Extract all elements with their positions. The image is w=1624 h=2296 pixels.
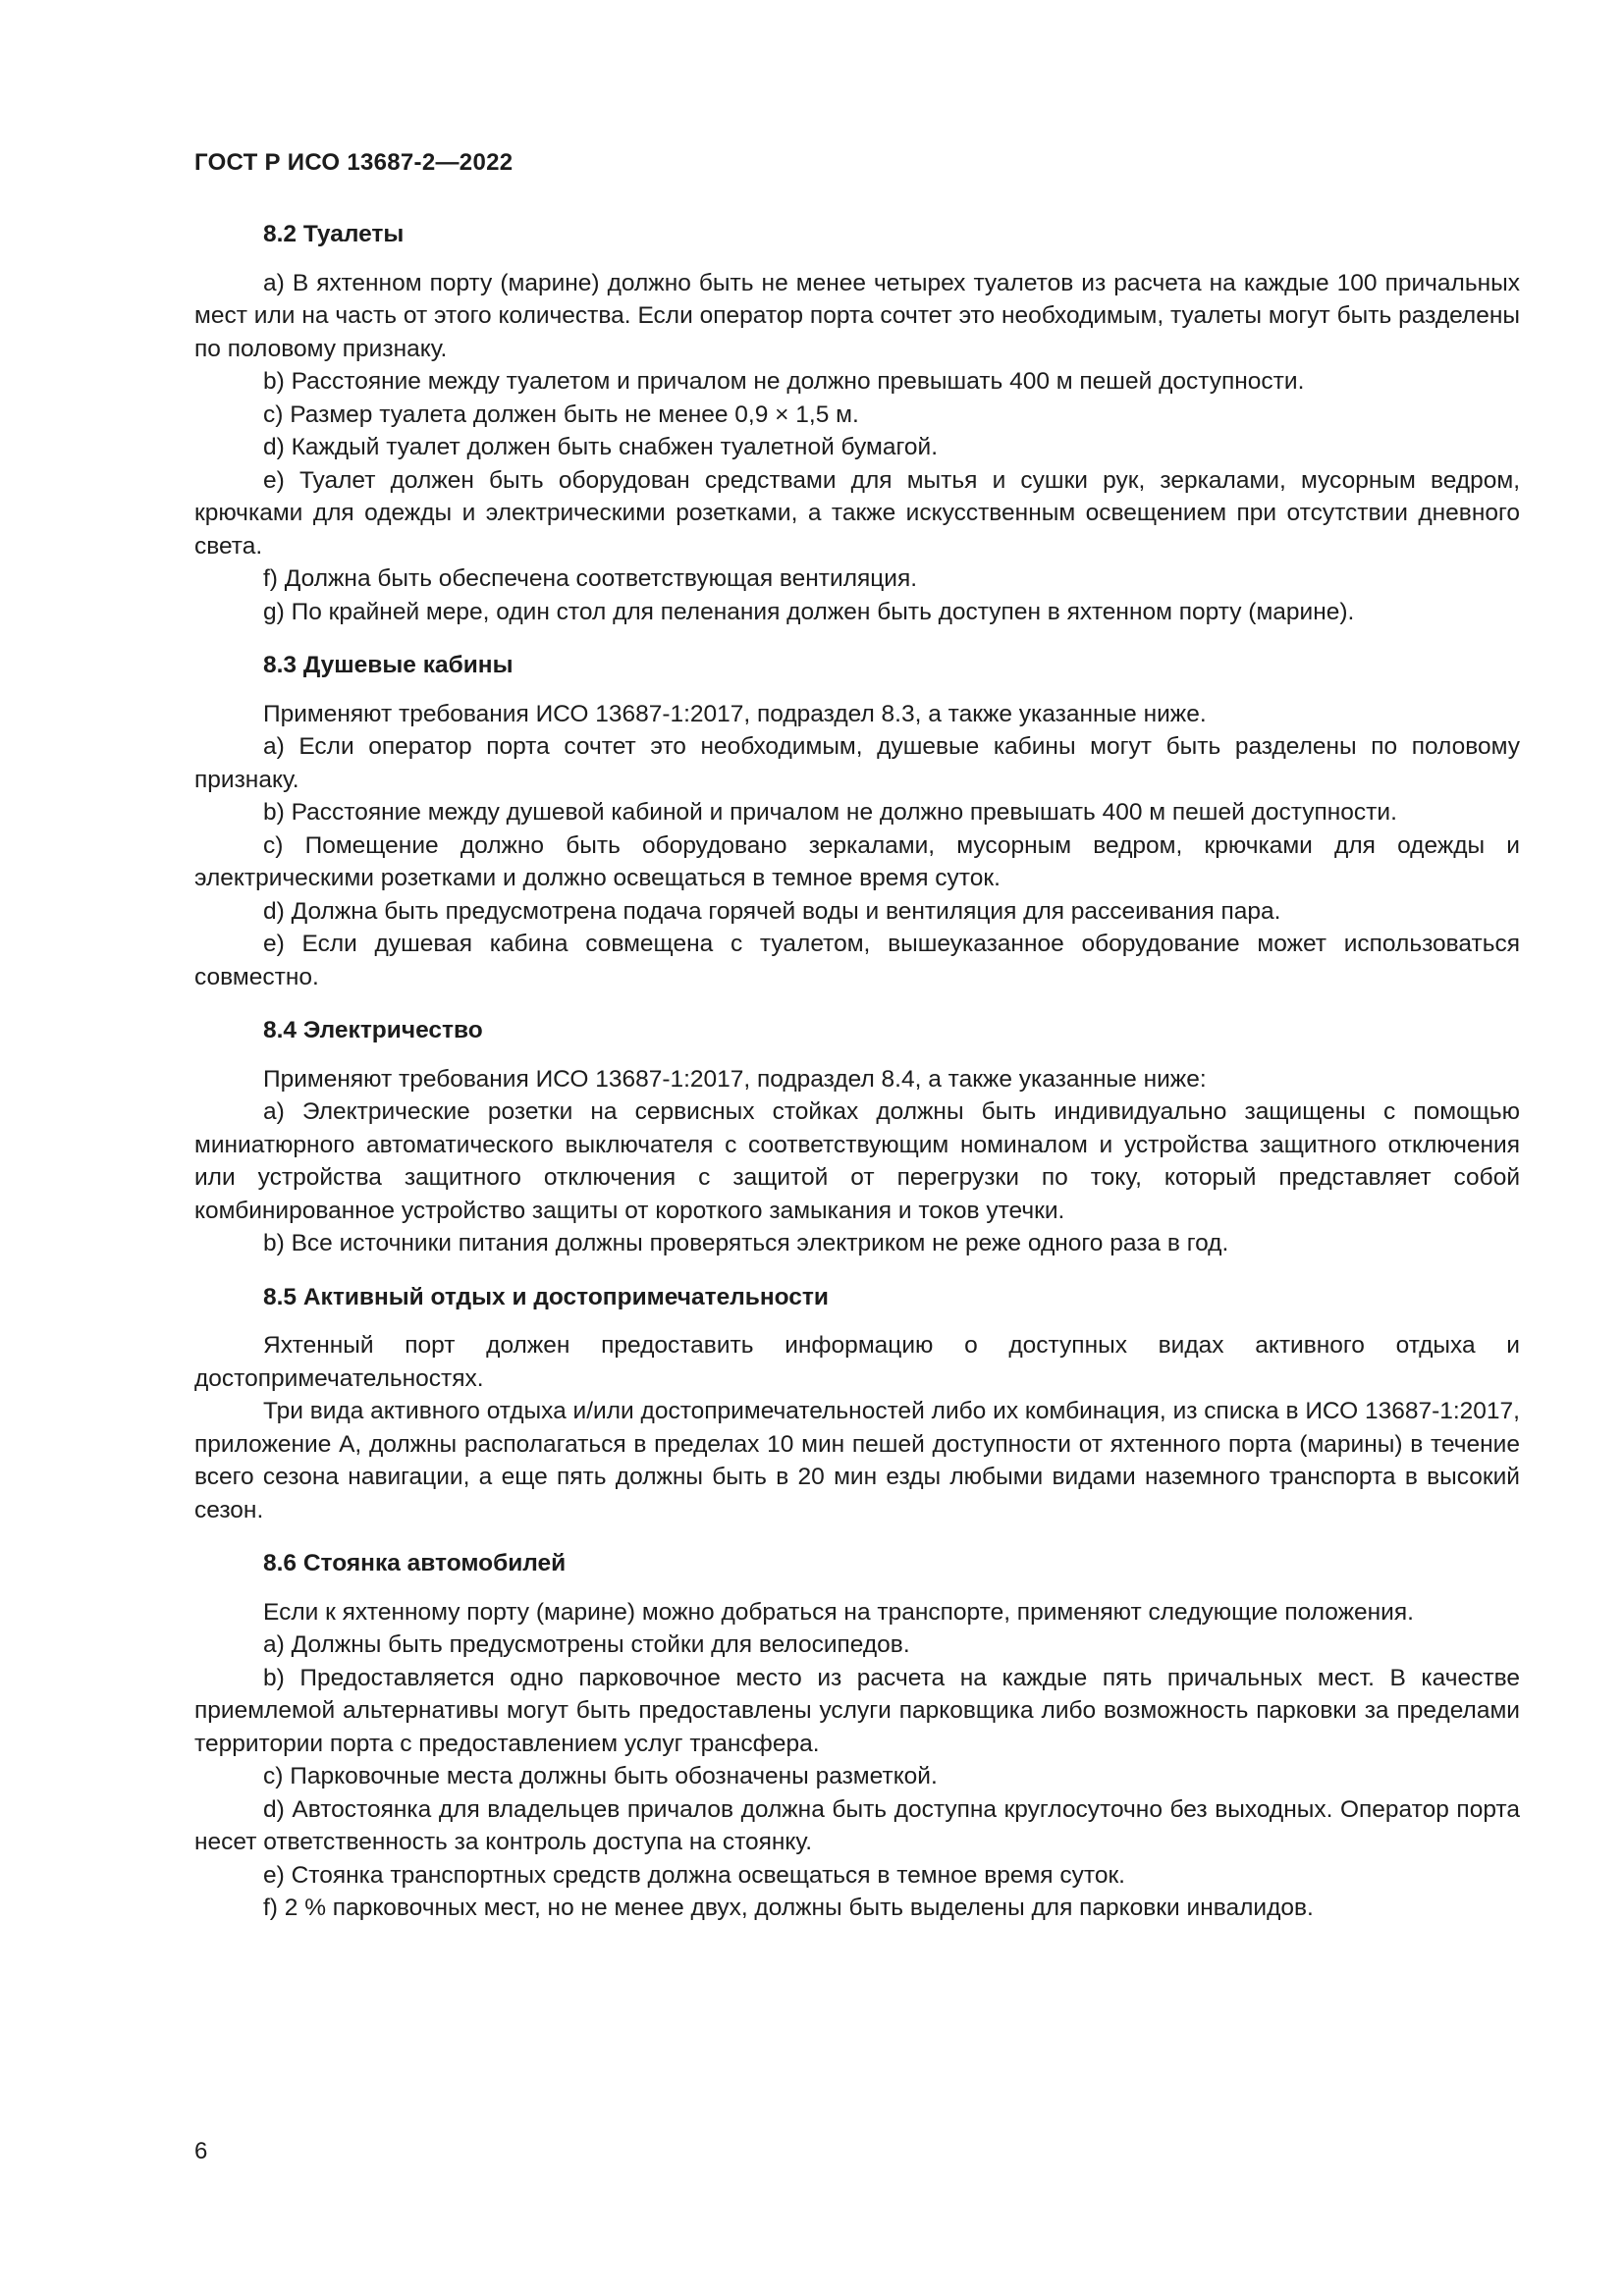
paragraph: Применяют требования ИСО 13687-1:2017, подраздел 8.3, а также указанные ниже. [263,700,1207,727]
paragraph: f) Должна быть обеспечена соответствующая вентиляция. [263,565,918,592]
paragraph: b) Все источники питания должны проверяться электриком не реже одного раза в год. [263,1230,1229,1256]
paragraph: Применяют требования ИСО 13687-1:2017, подраздел 8.4, а также указанные ниже: [263,1065,1207,1093]
paragraph: a) Должны быть предусмотрены стойки для велосипедов. [263,1631,910,1658]
paragraph: Яхтенный порт должен предоставить информацию о доступных видах активного отдыха и достопримечательностях. [194,1332,1520,1392]
paragraph: Если к яхтенному порту (марине) можно добраться на транспорте, применяют следующие положения. [263,1598,1414,1626]
document-header: ГОСТ Р ИСО 13687-2—2022 [194,149,514,176]
paragraph: d) Должна быть предусмотрена подача горячей воды и вентиляция для рассеивания пара. [263,897,1281,925]
paragraph: a) Если оператор порта сочтет это необходимым, душевые кабины могут быть разделены по половому признаку. [194,733,1520,793]
paragraph: c) Парковочные места должны быть обозначены разметкой. [263,1763,938,1789]
paragraph: b) Расстояние между туалетом и причалом не должно превышать 400 м пешей доступности. [263,368,1305,395]
paragraph: e) Туалет должен быть оборудован средствами для мытья и сушки рук, зеркалами, мусорным ведром, крючками для одежды и электрическими розетками, а также искусственным освещением при отсутствии дневного света. [194,466,1520,560]
paragraph: c) Помещение должно быть оборудовано зеркалами, мусорным ведром, крючками для одежды и электрическими розетками и должно освещаться в темное время суток. [194,831,1520,891]
document-body [194,218,1520,1946]
paragraph: d) Каждый туалет должен быть снабжен туалетной бумагой. [263,434,939,460]
section-heading: 8.4 Электричество [263,1017,483,1043]
paragraph: a) Электрические розетки на сервисных стойках должны быть индивидуально защищены с помощью миниатюрного автоматического выключателя с соответствующим номиналом и устройства защитного отключения или устройства защитного отключения с защитой от перегрузки по току, который представляет собой комбинированное устройство защиты от короткого замыкания и токов утечки. [194,1098,1520,1224]
paragraph: b) Расстояние между душевой кабиной и причалом не должно превышать 400 м пешей доступности. [263,799,1397,826]
section-8-5 [194,1281,1520,1527]
paragraph: b) Предоставляется одно парковочное место из расчета на каждые пять причальных мест. В качестве приемлемой альтернативы могут быть предоставлены услуги парковщика либо возможность парковки за пределами территории порта с предоставлением услуг трансфера. [194,1664,1520,1757]
section-8-2 [194,218,1520,628]
section-heading: 8.3 Душевые кабины [263,652,514,678]
paragraph: e) Если душевая кабина совмещена с туалетом, вышеуказанное оборудование может использоваться совместно. [194,931,1520,990]
paragraph: c) Размер туалета должен быть не менее 0,9 × 1,5 м. [263,400,859,428]
paragraph: e) Стоянка транспортных средств должна освещаться в темное время суток. [263,1861,1125,1889]
section-heading: 8.5 Активный отдых и достопримечательности [263,1283,829,1310]
section-8-4 [194,1014,1520,1260]
section-8-3 [194,649,1520,993]
paragraph: f) 2 % парковочных мест, но не менее двух, должны быть выделены для парковки инвалидов. [263,1895,1314,1921]
paragraph: d) Автостоянка для владельцев причалов должна быть доступна круглосуточно без выходных. Оператор порта несет ответственность за контроль доступа на стоянку. [194,1795,1520,1855]
document-page [194,0,1520,2296]
page-number: 6 [194,2138,208,2164]
paragraph: g) По крайней мере, один стол для пеленания должен быть доступен в яхтенном порту (марине). [263,598,1355,625]
paragraph: Три вида активного отдыха и/или достопримечательностей либо их комбинация, из списка в ИСО 13687-1:2017, приложение А, должны располагаться в пределах 10 мин пешей доступности от яхтенного порта (марины) в течение всего сезона навигации, а еще пять должны быть в 20 мин езды любыми видами наземного транспорта в высокий сезон. [194,1398,1520,1523]
paragraph: a) В яхтенном порту (марине) должно быть не менее четырех туалетов из расчета на каждые 100 причальных мест или на часть от этого количества. Если оператор порта сочтет это необходимым, туалеты могут быть разделены по половому признаку. [194,269,1520,362]
section-8-6 [194,1547,1520,1925]
section-heading: 8.2 Туалеты [263,221,405,247]
section-heading: 8.6 Стоянка автомобилей [263,1550,567,1576]
